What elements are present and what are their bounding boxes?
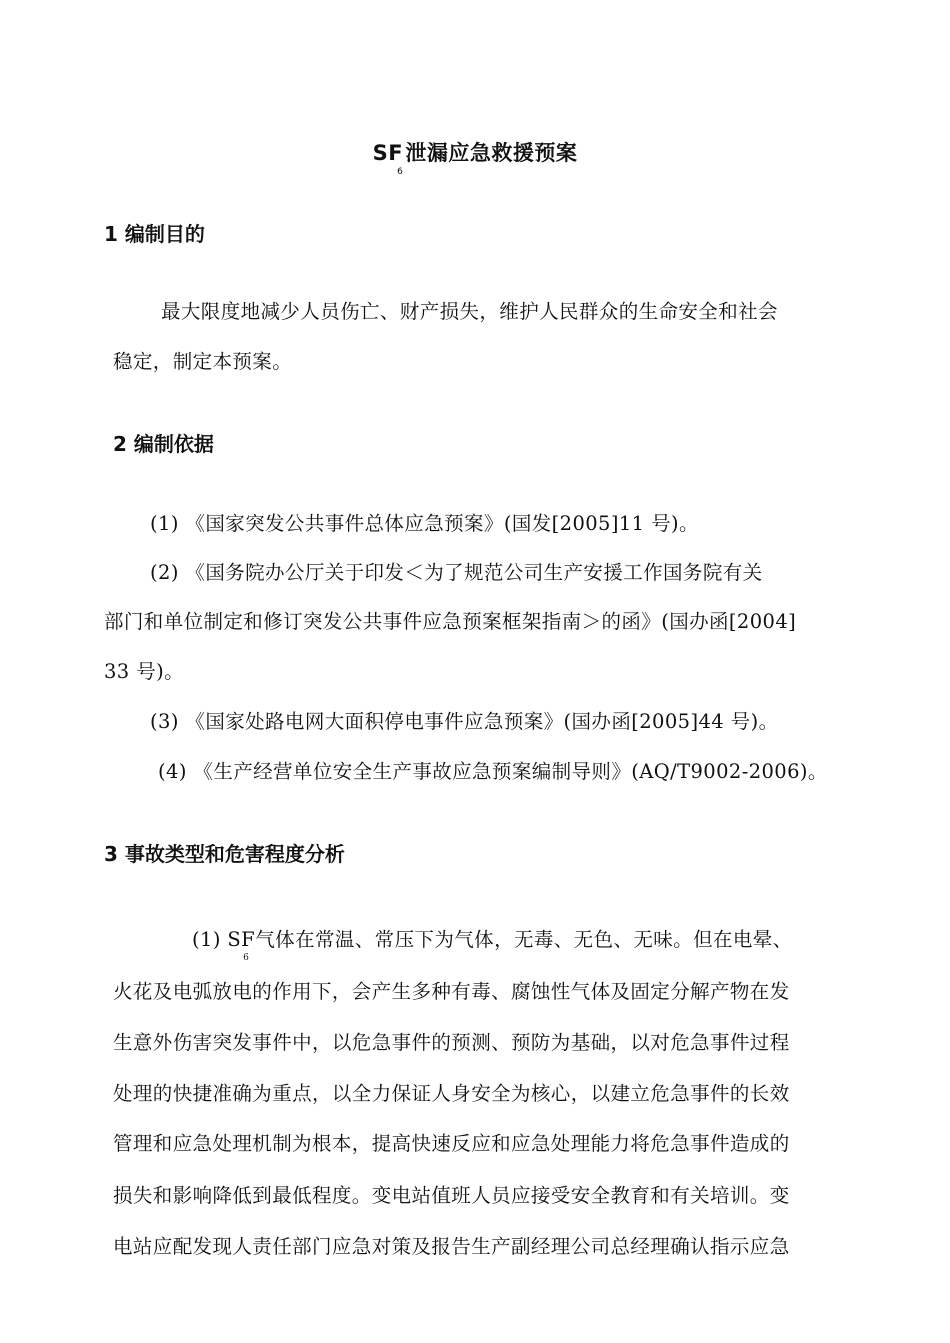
- title-subscript: 6: [397, 167, 404, 177]
- s2-item-1: (1) 《国家突发公共事件总体应急预案》(国发[2005]11 号)。: [150, 512, 699, 535]
- s2-item-4: (4) 《生产经营单位安全生产事故应急预案编制导则》(AQ/T9002-2006)。: [158, 760, 828, 783]
- document-title: [0, 137, 950, 177]
- section-heading-1: 1 编制目的: [104, 222, 205, 246]
- s3-lead: (1): [192, 928, 228, 951]
- title-prefix: SF: [372, 141, 404, 165]
- s3-sf: SF: [227, 928, 256, 951]
- s2-item-2-line-3: 33 号)。: [104, 660, 185, 683]
- s3-subscript: 6: [243, 953, 250, 963]
- s3-line-3: 生意外伤害突发事件中，以危急事件的预测、预防为基础，以对危急事件过程: [113, 1031, 790, 1054]
- s2-item-2-line-1: (2) 《国务院办公厅关于印发＜为了规范公司生产安援工作国务院有关: [150, 561, 763, 584]
- section-heading-3: 3 事故类型和危害程度分析: [104, 842, 345, 866]
- s2-item-3: (3) 《国家处路电网大面积停电事件应急预案》(国办函[2005]44 号)。: [150, 710, 779, 733]
- title-rest: 泄漏应急救援预案: [405, 141, 578, 165]
- section-heading-2: 2 编制依据: [113, 432, 214, 456]
- s2-item-2-line-2: 部门和单位制定和修订突发公共事件应急预案框架指南＞的函》(国办函[2004]: [104, 610, 797, 633]
- s1-line-2: 稳定，制定本预案。: [113, 350, 293, 373]
- s3-line-4: 处理的快捷准确为重点，以全力保证人身安全为核心，以建立危急事件的长效: [113, 1082, 790, 1105]
- s3-line-7: 电站应配发现人责任部门应急对策及报告生产副经理公司总经理确认指示应急: [113, 1235, 790, 1258]
- s3-line-2: 火花及电弧放电的作用下，会产生多种有毒、腐蚀性气体及固定分解产物在发: [113, 980, 790, 1003]
- s3-line-1-rest: 气体在常温、常压下为气体，无毒、无色、无味。但在电晕、: [255, 928, 793, 951]
- s1-line-1: 最大限度地减少人员伤亡、财产损失，维护人民群众的生命安全和社会: [161, 300, 778, 323]
- s3-line-6: 损失和影响降低到最低程度。变电站值班人员应接受安全教育和有关培训。变: [113, 1184, 790, 1207]
- s3-line-5: 管理和应急处理机制为根本，提高快速反应和应急处理能力将危急事件造成的: [113, 1132, 790, 1155]
- s3-line-1: [192, 924, 793, 963]
